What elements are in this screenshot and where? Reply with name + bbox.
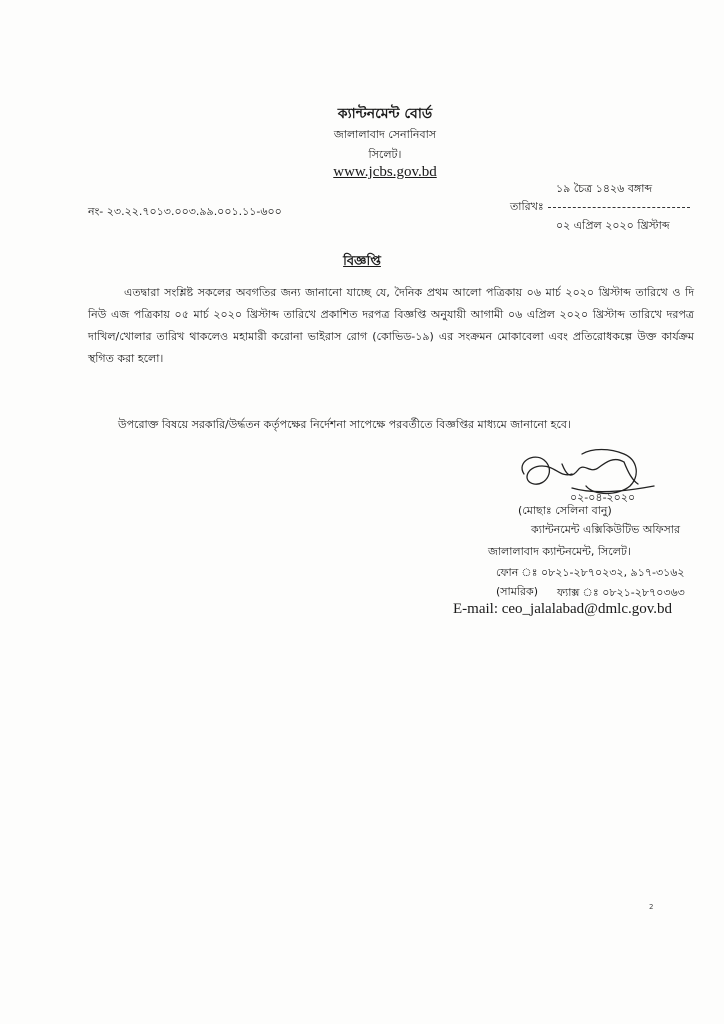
signatory-email[interactable]: E-mail: ceo_jalalabad@dmlc.gov.bd xyxy=(453,601,673,617)
signature-date: ০২-০৪-২০২০ xyxy=(570,491,636,504)
date-label: তারিখঃ xyxy=(510,200,544,213)
date-divider xyxy=(548,207,690,208)
signature-image xyxy=(512,444,662,504)
page-number: 2 xyxy=(649,903,654,911)
org-city: সিলেট। xyxy=(368,148,402,161)
org-name: ক্যান্টনমেন্ট বোর্ড xyxy=(337,106,433,122)
date-gregorian: ০২ এপ্রিল ২০২০ খ্রিস্টাব্দ xyxy=(556,219,670,232)
notice-body: এতদ্বারা সংশ্লিষ্ট সকলের অবগতির জন্য জানানো যাচ্ছে যে, দৈনিক প্রথম আলো পত্রিকায় ০৬ মার্চ ২০২০ খ্রিস্টাব্দ তারিখে ও দি নিউ এজ পত্রিকায় ০৫ মার্চ ২০২০ খ্রিস্টাব্দ তারিখে প্রকাশিত দরপত্র বিজ্ঞপ্তি অনুযায়ী আগামী ০৬ এপ্রিল ২০২০ খ্রিস্টাব্দ তারিখে দরপত্র দাখিল/খোলার তারিখ থাকলেও মহামারী করোনা ভাইরাস রোগ (কোভিড-১৯) এর সংক্রমন মোকাবেলা এবং প্রতিরোধকল্পে উক্ত কার্যক্রম স্থগিত করা হলো। xyxy=(88,286,694,365)
org-location: জালালাবাদ সেনানিবাস xyxy=(333,128,437,141)
signatory-phone: ফোন ঃ ০৮২১-২৮৭০২৩২, ৯১৭-৩১৬২ (সামরিক) xyxy=(496,566,685,598)
org-website-link[interactable]: www.jcbs.gov.bd xyxy=(333,164,437,180)
signatory-office: জালালাবাদ ক্যান্টনমেন্ট, সিলেট। xyxy=(488,545,631,558)
memo-number: নং- ২৩.২২.৭০১৩.০০৩.৯৯.০০১.১১-৬০০ xyxy=(88,205,282,218)
signatory-name: (মোছাঃ সেলিনা বানু) xyxy=(518,504,612,517)
date-bengali: ১৯ চৈত্র ১৪২৬ বঙ্গাব্দ xyxy=(556,182,653,195)
signatory-fax: ফ্যাক্স ঃ ০৮২১-২৮৭০৩৬৩ xyxy=(557,586,685,599)
notice-title: বিজ্ঞপ্তি xyxy=(343,254,381,269)
signatory-designation: ক্যান্টনমেন্ট এক্সিকিউটিভ অফিসার xyxy=(531,523,681,536)
notice-note: উপরোক্ত বিষয়ে সরকারি/উর্দ্ধতন কর্তৃপক্ষের নির্দেশনা সাপেক্ষে পরবর্তীতে বিজ্ঞপ্তির মাধ্যমে জানানো হবে। xyxy=(118,418,571,431)
